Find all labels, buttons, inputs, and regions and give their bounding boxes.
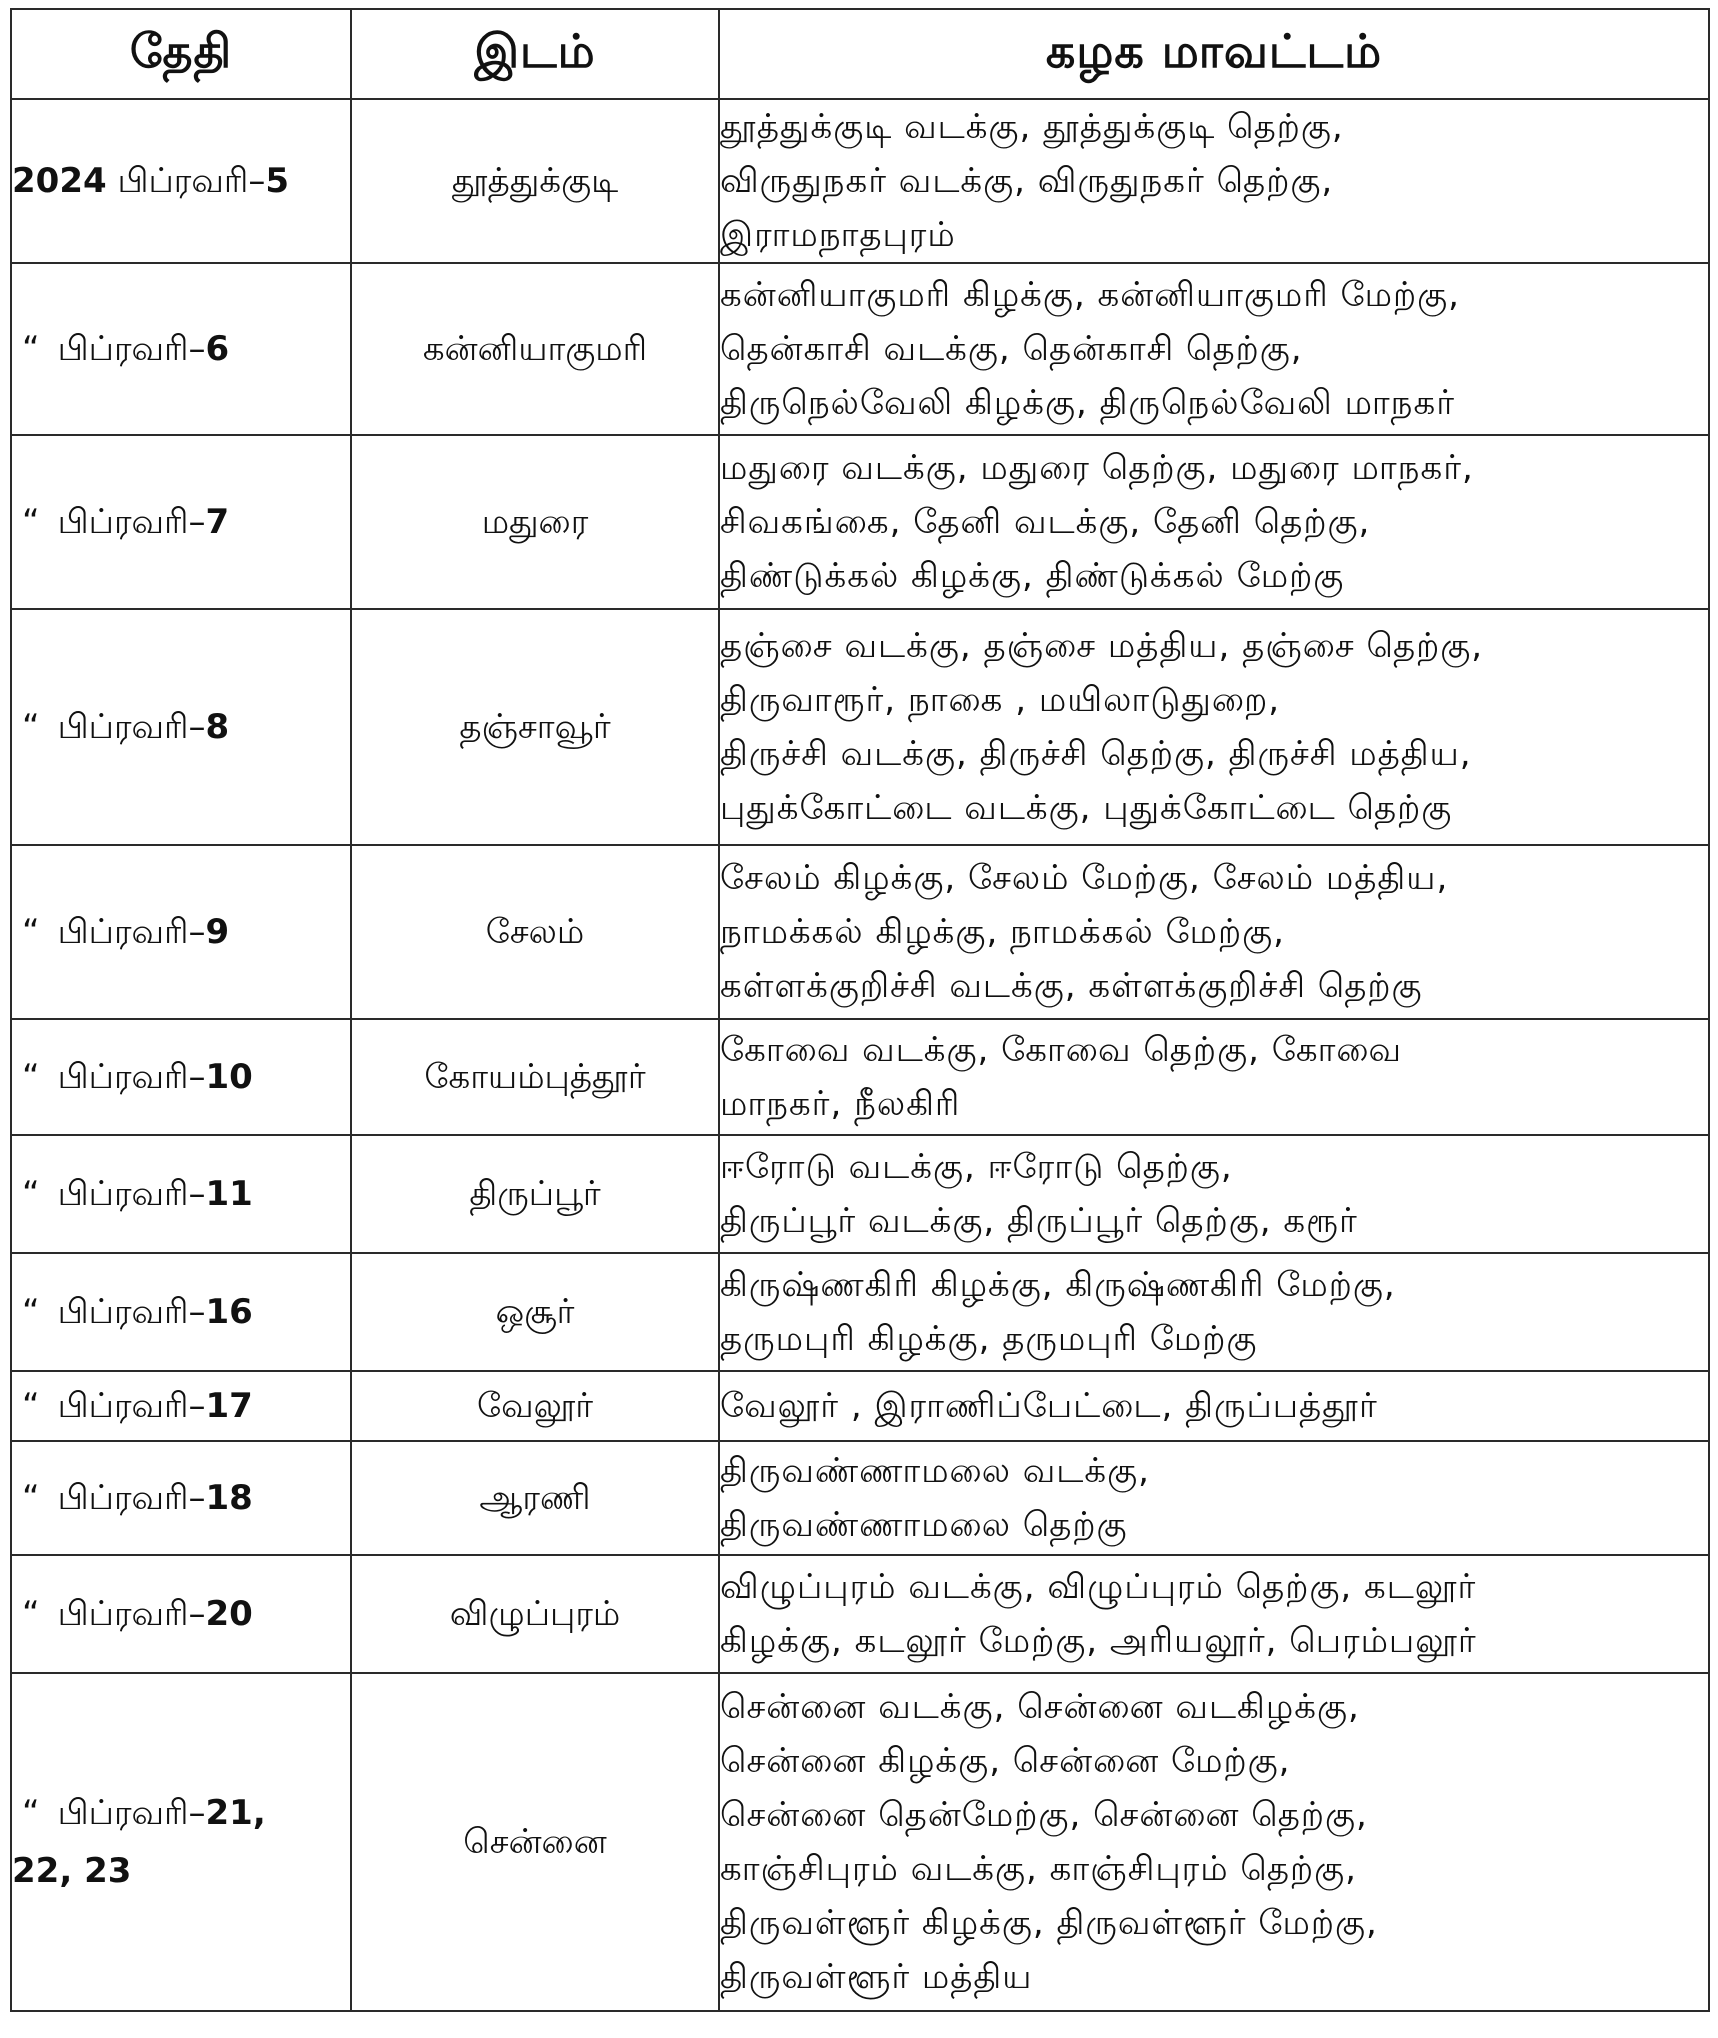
day-text: 10 <box>205 1057 253 1097</box>
place-cell: திருப்பூர் <box>351 1135 719 1253</box>
ditto-mark: “ <box>22 1174 40 1214</box>
day-text: 7 <box>205 502 230 542</box>
districts-cell <box>719 609 1709 845</box>
place-cell: கோயம்புத்தூர் <box>351 1019 719 1135</box>
district-line: கன்னியாகுமரி கிழக்கு, கன்னியாகுமரி மேற்கு, <box>720 275 1460 315</box>
ditto-mark: “ <box>22 329 40 369</box>
date-cell <box>11 845 351 1019</box>
district-line: திருச்சி வடக்கு, திருச்சி தெற்கு, திருச்சி மத்திய, <box>720 734 1472 774</box>
table-body <box>11 99 1709 2011</box>
table-row <box>11 1441 1709 1555</box>
date-cell <box>11 1441 351 1555</box>
district-line: நாமக்கல் கிழக்கு, நாமக்கல் மேற்கு, <box>720 912 1285 952</box>
district-line: காஞ்சிபுரம் வடக்கு, காஞ்சிபுரம் தெற்கு, <box>720 1849 1357 1889</box>
schedule-page <box>4 4 1714 2034</box>
table-row <box>11 435 1709 609</box>
month-text: பிப்ரவரி– <box>57 502 206 542</box>
ditto-mark: “ <box>22 502 40 542</box>
month-text: பிப்ரவரி– <box>57 912 206 952</box>
district-line: சென்னை வடக்கு, சென்னை வடகிழக்கு, <box>720 1687 1360 1727</box>
district-line: சென்னை தென்மேற்கு, சென்னை தெற்கு, <box>720 1795 1368 1835</box>
district-line: விழுப்புரம் வடக்கு, விழுப்புரம் தெற்கு, கடலூர் <box>720 1567 1477 1607</box>
district-line: சென்னை கிழக்கு, சென்னை மேற்கு, <box>720 1741 1291 1781</box>
day-text: 16 <box>205 1292 253 1332</box>
districts-cell <box>719 263 1709 435</box>
districts-cell <box>719 1253 1709 1371</box>
month-text: பிப்ரவரி– <box>57 1386 206 1426</box>
table-row <box>11 1135 1709 1253</box>
month-text: பிப்ரவரி– <box>57 1174 206 1214</box>
district-line: ஈரோடு வடக்கு, ஈரோடு தெற்கு, <box>720 1147 1233 1187</box>
table-row <box>11 845 1709 1019</box>
ditto-mark: “ <box>22 1057 40 1097</box>
header-place: இடம் <box>351 9 719 99</box>
year-text: 2024 <box>12 161 107 201</box>
date-cell <box>11 99 351 263</box>
table-row <box>11 263 1709 435</box>
date-cell <box>11 263 351 435</box>
district-line: தருமபுரி கிழக்கு, தருமபுரி மேற்கு <box>720 1319 1258 1359</box>
districts-cell <box>719 1673 1709 2011</box>
district-line: தூத்துக்குடி வடக்கு, தூத்துக்குடி தெற்கு, <box>720 107 1344 147</box>
table-row <box>11 1019 1709 1135</box>
date-cell <box>11 1555 351 1673</box>
place-cell: மதுரை <box>351 435 719 609</box>
ditto-mark: “ <box>22 1478 40 1518</box>
page-bottom-edge <box>4 2012 1718 2034</box>
meeting-schedule-table <box>10 8 1710 2012</box>
place-cell: சேலம் <box>351 845 719 1019</box>
day-text: 8 <box>205 707 230 747</box>
month-text: பிப்ரவரி– <box>57 329 206 369</box>
districts-cell <box>719 435 1709 609</box>
day-text: 20 <box>205 1594 253 1634</box>
month-text: பிப்ரவரி– <box>57 1057 206 1097</box>
header-districts: கழக மாவட்டம் <box>719 9 1709 99</box>
districts-cell <box>719 1135 1709 1253</box>
district-line: கிழக்கு, கடலூர் மேற்கு, அரியலூர், பெரம்பலூர் <box>720 1621 1477 1661</box>
districts-cell <box>719 1371 1709 1441</box>
district-line: வேலூர் , இராணிப்பேட்டை, திருப்பத்தூர் <box>720 1386 1378 1426</box>
districts-cell <box>719 99 1709 263</box>
day-text: 21, <box>205 1793 266 1833</box>
district-line: மாநகர், நீலகிரி <box>720 1084 961 1124</box>
district-line: தென்காசி வடக்கு, தென்காசி தெற்கு, <box>720 329 1303 369</box>
month-text: பிப்ரவரி– <box>57 1292 206 1332</box>
place-cell: தஞ்சாவூர் <box>351 609 719 845</box>
district-line: சிவகங்கை, தேனி வடக்கு, தேனி தெற்கு, <box>720 502 1371 542</box>
district-line: கோவை வடக்கு, கோவை தெற்கு, கோவை <box>720 1030 1403 1070</box>
districts-cell <box>719 845 1709 1019</box>
district-line: திருப்பூர் வடக்கு, திருப்பூர் தெற்கு, கரூர் <box>720 1201 1358 1241</box>
district-line: திருவாரூர், நாகை , மயிலாடுதுறை, <box>720 680 1281 720</box>
month-text: பிப்ரவரி– <box>117 161 266 201</box>
day-text-continued: 22, 23 <box>12 1851 132 1891</box>
district-line: திருவள்ளூர் கிழக்கு, திருவள்ளூர் மேற்கு, <box>720 1903 1378 1943</box>
header-date: தேதி <box>11 9 351 99</box>
place-cell: வேலூர் <box>351 1371 719 1441</box>
district-line: மதுரை வடக்கு, மதுரை தெற்கு, மதுரை மாநகர், <box>720 448 1474 488</box>
district-line: புதுக்கோட்டை வடக்கு, புதுக்கோட்டை தெற்கு <box>720 788 1453 828</box>
date-cell <box>11 1253 351 1371</box>
table-row <box>11 1673 1709 2011</box>
place-cell: தூத்துக்குடி <box>351 99 719 263</box>
districts-cell <box>719 1019 1709 1135</box>
districts-cell <box>719 1555 1709 1673</box>
day-text: 18 <box>205 1478 253 1518</box>
ditto-mark: “ <box>22 912 40 952</box>
district-line: இராமநாதபுரம் <box>720 215 956 255</box>
month-text: பிப்ரவரி– <box>57 1793 206 1833</box>
ditto-mark: “ <box>22 707 40 747</box>
place-cell: விழுப்புரம் <box>351 1555 719 1673</box>
ditto-mark: “ <box>22 1386 40 1426</box>
table-row <box>11 609 1709 845</box>
day-text: 11 <box>205 1174 253 1214</box>
date-cell <box>11 1019 351 1135</box>
day-text: 17 <box>205 1386 253 1426</box>
district-line: திருவள்ளூர் மத்திய <box>720 1957 1033 1997</box>
ditto-mark: “ <box>22 1292 40 1332</box>
district-line: கள்ளக்குறிச்சி வடக்கு, கள்ளக்குறிச்சி தெற்கு <box>720 966 1423 1006</box>
district-line: தஞ்சை வடக்கு, தஞ்சை மத்திய, தஞ்சை தெற்கு, <box>720 626 1484 666</box>
district-line: திருவண்ணாமலை தெற்கு <box>720 1505 1128 1545</box>
district-line: சேலம் கிழக்கு, சேலம் மேற்கு, சேலம் மத்திய, <box>720 858 1449 898</box>
date-cell <box>11 435 351 609</box>
table-row <box>11 1253 1709 1371</box>
month-text: பிப்ரவரி– <box>57 1594 206 1634</box>
date-cell <box>11 1673 351 2011</box>
district-line: திண்டுக்கல் கிழக்கு, திண்டுக்கல் மேற்கு <box>720 556 1345 596</box>
month-text: பிப்ரவரி– <box>57 1478 206 1518</box>
table-row <box>11 1371 1709 1441</box>
place-cell: கன்னியாகுமரி <box>351 263 719 435</box>
day-text: 9 <box>205 912 230 952</box>
district-line: திருவண்ணாமலை வடக்கு, <box>720 1451 1150 1491</box>
date-cell <box>11 609 351 845</box>
place-cell: ஆரணி <box>351 1441 719 1555</box>
month-text: பிப்ரவரி– <box>57 707 206 747</box>
place-cell: ஒசூர் <box>351 1253 719 1371</box>
day-text: 5 <box>265 161 290 201</box>
table-row <box>11 99 1709 263</box>
ditto-mark: “ <box>22 1793 40 1833</box>
table-row <box>11 1555 1709 1673</box>
district-line: திருநெல்வேலி கிழக்கு, திருநெல்வேலி மாநகர் <box>720 383 1456 423</box>
ditto-mark: “ <box>22 1594 40 1634</box>
district-line: கிருஷ்ணகிரி கிழக்கு, கிருஷ்ணகிரி மேற்கு, <box>720 1265 1396 1305</box>
date-cell <box>11 1135 351 1253</box>
table-header-row <box>11 9 1709 99</box>
day-text: 6 <box>205 329 230 369</box>
date-cell <box>11 1371 351 1441</box>
place-cell: சென்னை <box>351 1673 719 2011</box>
districts-cell <box>719 1441 1709 1555</box>
district-line: விருதுநகர் வடக்கு, விருதுநகர் தெற்கு, <box>720 161 1334 201</box>
